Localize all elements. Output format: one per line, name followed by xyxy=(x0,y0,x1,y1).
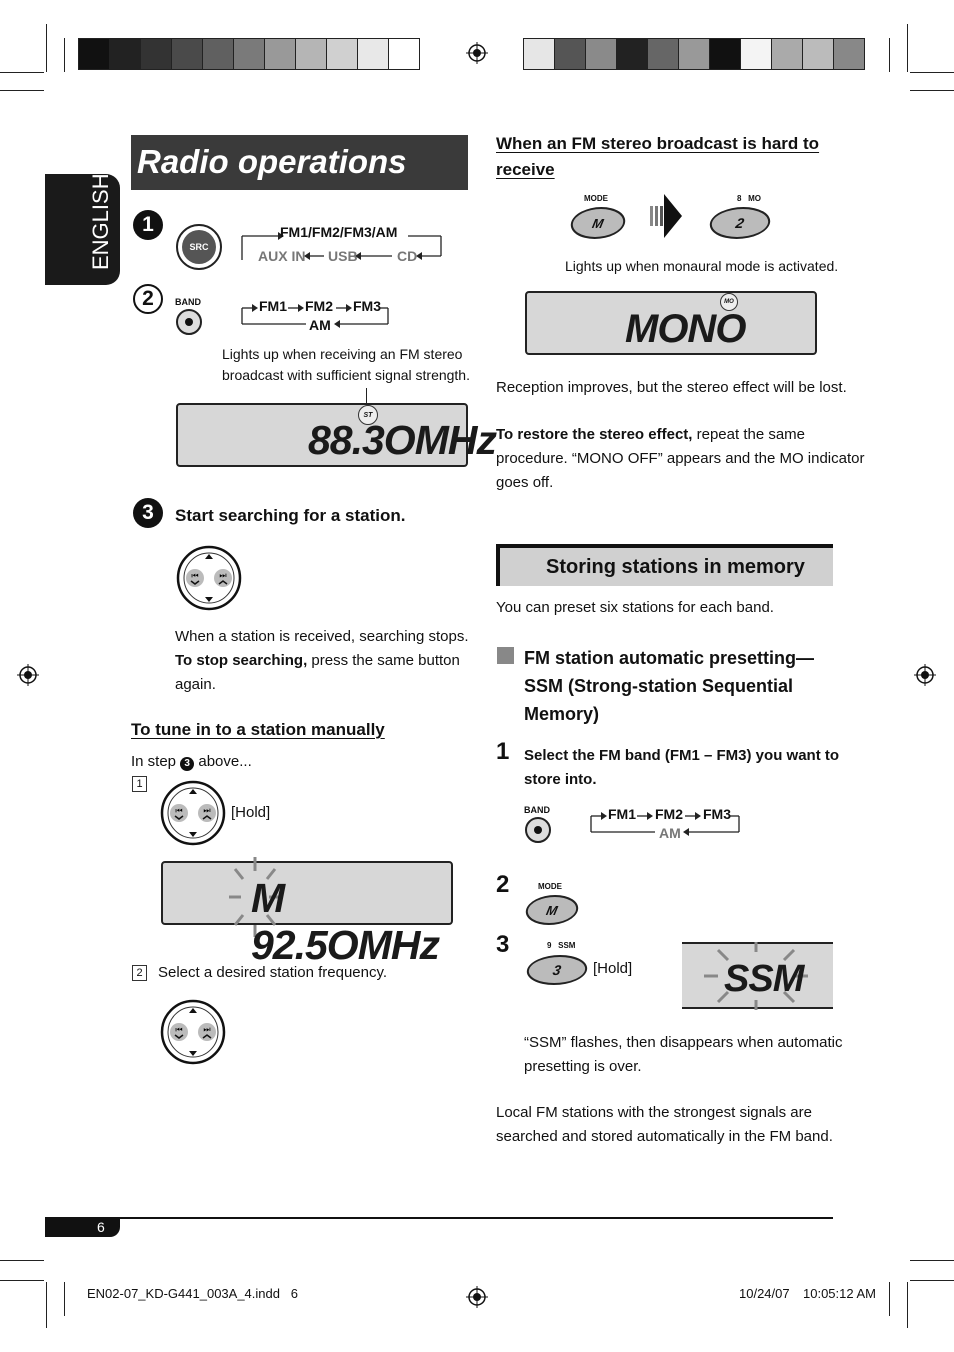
crop-mark xyxy=(0,90,44,91)
ssm-subheading xyxy=(524,644,814,728)
control-pad-icon xyxy=(160,999,226,1065)
crop-mark xyxy=(910,1260,954,1261)
flow-fm3: FM3 xyxy=(353,298,381,314)
lcd-frequency-88: 88.3OMHz xyxy=(308,417,496,463)
flow-cd: CD xyxy=(397,248,418,264)
lcd-frequency-92: M 92.5OMHz xyxy=(251,875,439,968)
flow-aux-in: AUX IN xyxy=(258,248,306,264)
flow-fm-am: FM1/FM2/FM3/AM xyxy=(280,224,398,240)
language-tab-label: ENGLISH xyxy=(88,173,113,270)
registration-mark-icon xyxy=(914,664,936,686)
restore-line-3: goes off. xyxy=(496,474,554,491)
callout-line xyxy=(366,388,367,404)
hold-label-2: [Hold] xyxy=(593,960,633,977)
mode-key-label: M xyxy=(590,215,606,231)
storing-section-header xyxy=(496,544,833,586)
mode-key-label-2: M xyxy=(544,902,560,918)
flow-fm3-2: FM3 xyxy=(703,806,731,822)
lcd-ssm-text: SSM xyxy=(724,958,804,1000)
step-3-text xyxy=(175,625,468,697)
crop-mark xyxy=(910,1280,954,1281)
step-3-line-3: again. xyxy=(175,676,216,693)
stereo-note xyxy=(222,344,470,386)
lcd-display-92 xyxy=(161,861,453,968)
step-2-number: 2 xyxy=(133,284,163,314)
restore-bold: To restore the stereo effect, xyxy=(496,426,693,443)
svg-text:⏮: ⏮ xyxy=(191,571,199,580)
lcd-display-88 xyxy=(176,403,496,467)
step-3-line-2 xyxy=(175,649,468,673)
src-button-label: SRC xyxy=(182,230,216,264)
svg-text:⏭: ⏭ xyxy=(203,806,211,815)
ssm-flash-note xyxy=(524,1031,843,1079)
page-number: 6 xyxy=(97,1219,105,1235)
crop-mark xyxy=(0,1280,44,1281)
control-pad-icon xyxy=(160,780,226,846)
in-step-label: In step xyxy=(131,753,177,770)
crop-mark xyxy=(46,24,47,72)
svg-text:⏮: ⏮ xyxy=(175,806,183,815)
in-step-number: 3 xyxy=(180,757,194,771)
flow-fm1-2: FM1 xyxy=(608,806,636,822)
svg-text:⏮: ⏮ xyxy=(175,1025,183,1034)
crop-mark xyxy=(64,1282,65,1316)
mo-label: 8 MO xyxy=(737,194,762,203)
step-3-line-1: When a station is received, searching stops. xyxy=(175,628,469,645)
step-3-heading: Start searching for a station. xyxy=(175,506,406,525)
local-stations-note xyxy=(496,1101,833,1149)
ssm-step-1-line-2: store into. xyxy=(524,771,597,788)
crop-mark xyxy=(910,72,954,73)
grayscale-bar-left xyxy=(78,38,420,70)
band-button xyxy=(176,309,202,335)
preset-3-button xyxy=(524,955,590,985)
manual-tuning-heading: To tune in to a station manually xyxy=(131,720,385,739)
mono-note: Lights up when monaural mode is activated. xyxy=(565,258,839,274)
mode-button-2 xyxy=(523,895,581,925)
local-line-2: searched and stored automatically in the FM band. xyxy=(496,1128,833,1145)
ssm-subheading-line-2: SSM (Strong-station Sequential xyxy=(524,676,794,696)
ssm-step-1-text xyxy=(524,744,839,792)
hold-label: [Hold] xyxy=(231,804,271,821)
mode-label-2: MODE xyxy=(538,882,562,891)
crop-mark xyxy=(889,1282,890,1316)
flow-fm1: FM1 xyxy=(259,298,287,314)
page-title: Radio operations xyxy=(137,143,407,180)
preset-2-label: 2 xyxy=(734,215,746,231)
footer-date: 10/24/07 xyxy=(739,1286,790,1301)
ssm-step-1-number: 1 xyxy=(496,738,510,765)
band-label-2: BAND xyxy=(524,805,550,815)
stereo-note-line-1: Lights up when receiving an FM stereo xyxy=(222,346,463,362)
svg-text:⏭: ⏭ xyxy=(219,571,227,580)
crop-mark xyxy=(910,90,954,91)
registration-mark-icon xyxy=(17,664,39,686)
ssm-flash-line-1: “SSM” flashes, then disappears when automatic xyxy=(524,1034,843,1051)
footer-rule xyxy=(45,1217,833,1219)
mono-heading-line-1: When an FM stereo broadcast is hard to xyxy=(496,134,820,153)
ssm-subheading-line-1: FM station automatic presetting— xyxy=(524,648,815,668)
registration-mark-icon xyxy=(466,1286,488,1308)
crop-mark xyxy=(907,24,908,72)
band-button-2 xyxy=(525,817,551,843)
page-title-box xyxy=(131,135,468,190)
footer-file: EN02-07_KD-G441_003A_4.indd 6 xyxy=(87,1286,299,1301)
band-label: BAND xyxy=(175,297,201,307)
registration-mark-icon xyxy=(466,42,488,64)
crop-mark xyxy=(889,38,890,72)
ssm-step-2-number: 2 xyxy=(496,871,510,898)
crop-mark xyxy=(907,1282,908,1328)
lcd-display-mono xyxy=(525,291,817,355)
mono-result: Reception improves, but the stereo effect will be lost. xyxy=(496,379,847,396)
ssm-flash-line-2: presetting is over. xyxy=(524,1058,642,1075)
grayscale-bar-right xyxy=(523,38,865,70)
mono-heading xyxy=(496,131,819,183)
step-1-number: 1 xyxy=(133,210,163,240)
storing-intro: You can preset six stations for each band. xyxy=(496,599,774,616)
footer-time: 10:05:12 AM xyxy=(803,1286,876,1301)
storing-heading: Storing stations in memory xyxy=(546,556,805,578)
substep-2-text: Select a desired station frequency. xyxy=(158,964,388,981)
in-step-rest: above... xyxy=(198,753,252,770)
in-step-text xyxy=(131,750,252,774)
subsection-square-icon xyxy=(497,647,514,664)
stereo-note-line-2: broadcast with sufficient signal strength. xyxy=(222,367,470,383)
flow-usb: USB xyxy=(328,248,358,264)
flow-fm2-2: FM2 xyxy=(655,806,683,822)
language-tab xyxy=(45,174,120,285)
ssm-label: 9 SSM xyxy=(547,941,576,950)
flow-am: AM xyxy=(309,317,331,333)
restore-line-2: procedure. “MONO OFF” appears and the MO indicator xyxy=(496,450,865,467)
flow-am-2: AM xyxy=(659,825,681,841)
substep-2-number: 2 xyxy=(132,965,147,981)
flow-fm2: FM2 xyxy=(305,298,333,314)
control-pad-icon xyxy=(176,545,242,611)
mono-heading-line-2: receive xyxy=(496,160,555,179)
crop-mark xyxy=(46,1282,47,1328)
ssm-step-3-number: 3 xyxy=(496,931,510,958)
lcd-display-ssm xyxy=(682,942,833,1009)
restore-rest: repeat the same xyxy=(692,426,806,443)
mode-label: MODE xyxy=(584,194,608,203)
mo-indicator: MO xyxy=(720,293,738,311)
crop-mark xyxy=(0,1260,44,1261)
crop-mark xyxy=(0,72,44,73)
step-3-number: 3 xyxy=(133,498,163,528)
preset-2-button xyxy=(707,207,774,239)
local-line-1: Local FM stations with the strongest signals are xyxy=(496,1104,812,1121)
substep-1-number: 1 xyxy=(132,776,147,792)
src-button xyxy=(176,224,222,270)
ssm-subheading-line-3: Memory) xyxy=(524,704,600,724)
st-indicator: ST xyxy=(358,405,378,425)
ssm-step-1-line-1: Select the FM band (FM1 – FM3) you want to xyxy=(524,747,840,764)
page-number-tab xyxy=(45,1219,120,1237)
preset-3-label: 3 xyxy=(551,962,563,978)
restore-line-1 xyxy=(496,423,864,447)
crop-mark xyxy=(64,38,65,72)
arrow-right-icon xyxy=(650,194,686,238)
stop-bold: To stop searching, xyxy=(175,652,308,669)
svg-text:⏭: ⏭ xyxy=(203,1025,211,1034)
restore-text xyxy=(496,423,864,495)
mode-button xyxy=(568,207,629,239)
lcd-mono-text: MONO xyxy=(625,307,746,351)
stop-rest: press the same button xyxy=(307,652,460,669)
